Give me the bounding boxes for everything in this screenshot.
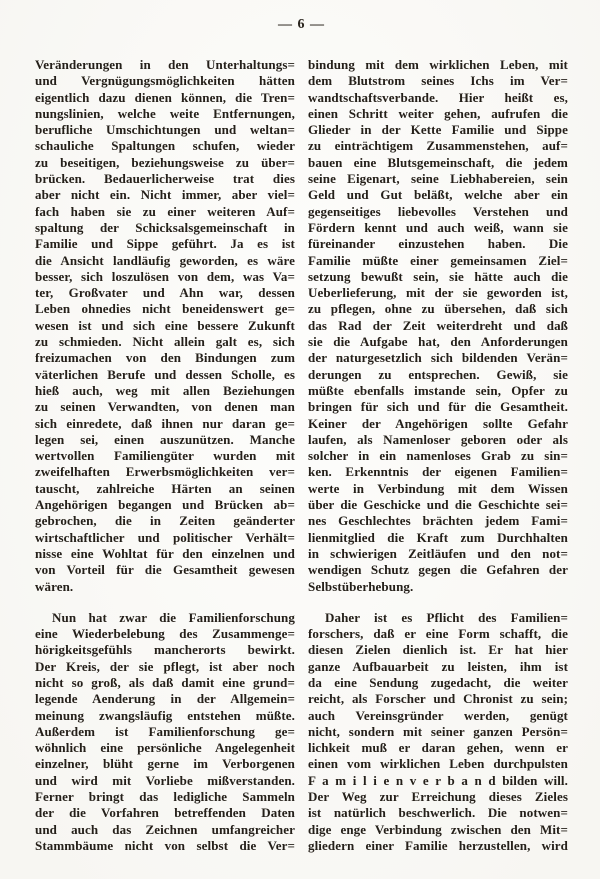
text-line: wären. xyxy=(35,578,74,594)
text-line: werte in Verbindung mit dem Wissen xyxy=(308,480,568,496)
text-line: der naturgesetzlich sich bildenden Verän= xyxy=(308,350,568,366)
text-line: gliedern einer Familie herzustellen, wird xyxy=(308,837,568,853)
page-number: — 6 — xyxy=(278,17,325,32)
paragraph xyxy=(35,610,295,854)
text-line: wertvollen Familiengüter wurden mit xyxy=(35,448,295,464)
text-line: schauliche Spaltungen schufen, wieder xyxy=(35,138,295,154)
text-line: solcher in ein namenloses Grab zu sin= xyxy=(308,448,568,464)
text-line: diesen Zielen dienlich ist. Er hat hier xyxy=(308,642,568,658)
text-line: wendigen Schutz gegen die Gefahren der xyxy=(308,562,568,578)
text-line: über die Geschicke und die Geschichte sei= xyxy=(308,497,568,513)
text-line: hörigkeitsgefühls mancherorts bewirkt. xyxy=(35,642,295,658)
text-line: von Vorteil für die Gesamtheit gewesen xyxy=(35,562,295,578)
text-line: Veränderungen in den Unterhaltungs= xyxy=(35,57,295,72)
text-line: dem Blutstrom seines Ichs im Ver= xyxy=(308,73,568,89)
paragraph xyxy=(35,57,295,595)
text-line: ist natürlich beschwerlich. Die notwen= xyxy=(308,805,568,821)
text-line: legende Aenderung in der Allgemein= xyxy=(35,691,295,707)
text-line: Ueberlieferung, mit der sie geworden ist, xyxy=(308,285,568,301)
text-line: einzelner, blüht gerne im Verborgenen xyxy=(35,756,295,772)
text-line: Geld und Gut beläßt, welche aber ein xyxy=(308,187,568,203)
text-line: seine Eigenart, seine Liebhabereien, sein xyxy=(308,171,568,187)
text-line: zu seinen Verwandten, von denen man xyxy=(35,399,295,415)
text-line: da eine Sendung zugedacht, die weiter xyxy=(308,674,568,690)
text-line: gegenseitiges liebevolles Verstehen und xyxy=(308,203,568,219)
text-line: der die Vorfahren betreffenden Daten xyxy=(35,805,295,821)
text-line: gebrochen, die in Zeiten geänderter xyxy=(35,513,295,529)
text-line: aber nicht ein. Nicht immer, aber viel= xyxy=(35,187,295,203)
text-line: zu einträchtigem Zusammenstehen, auf= xyxy=(308,138,568,154)
text-line: wesen ist und sich eine bessere Zukunft xyxy=(35,317,295,333)
text-line: Daher ist es Pflicht des Familien= xyxy=(325,609,568,625)
text-line: väterlichen Berufe und dessen Scholle, es xyxy=(35,366,295,382)
text-line: und auch das Zeichnen umfangreicher xyxy=(35,821,295,837)
text-line: setzung bewußt sein, sie hätte auch die xyxy=(308,268,568,284)
text-line: wandtschaftsverbande. Hier heißt es, xyxy=(308,89,568,105)
text-line: zu pflegen, ohne zu übersehen, daß sich xyxy=(308,301,568,317)
text-line: legen sei, einen auszunützen. Manche xyxy=(35,431,295,447)
text-line: füreinander einzustehen haben. Die xyxy=(308,236,568,252)
text-line: bauen eine Blutsgemeinschaft, die jedem xyxy=(308,154,568,170)
text-line: Glieder in der Kette Familie und Sippe xyxy=(308,122,568,138)
text-line: bringen für sich und für die Gesamtheit. xyxy=(308,399,568,415)
text-line: brücken. Bedauerlicherweise trat dies xyxy=(35,171,295,187)
text-line: Leben ohnedies nicht beneidenswert ge= xyxy=(35,301,295,317)
text-line: spaltung der Schicksalsgemeinschaft in xyxy=(35,219,295,235)
text-line: Ferner bringt das ledigliche Sammeln xyxy=(35,789,295,805)
text-line: Nun hat zwar die Familienforschung xyxy=(52,609,295,625)
text-line: hieß auch, weg mit allen Beziehungen xyxy=(35,382,295,398)
text-line: bindung mit dem wirklichen Leben, mit xyxy=(308,57,568,72)
text-line: eigentlich dazu dienen können, die Tren= xyxy=(35,89,295,105)
text-line: einen Schritt weiter gehen, aufrufen die xyxy=(308,105,568,121)
text-line: meinung zwangsläufig entstehen müßte. xyxy=(35,707,295,723)
text-line: Familie müßte einer gemeinsamen Ziel= xyxy=(308,252,568,268)
text-line: Stammbäume nicht von selbst die Ver= xyxy=(35,837,295,853)
text-line: nicht so groß, als daß damit eine grund= xyxy=(35,674,295,690)
text-line: Angehörigen begangen und Brücken ab= xyxy=(35,497,295,513)
text-line: wöhnlich eine persönliche Angelegenheit xyxy=(35,740,295,756)
text-line: forschers, daß er eine Form schafft, die xyxy=(308,626,568,642)
text-line: berufliche Umschichtungen und weltan= xyxy=(35,122,295,138)
text-line: Keiner der Angehörigen sollte Gefahr xyxy=(308,415,568,431)
text-column-right xyxy=(308,57,568,854)
text-line: müßte ebenfalls imstande sein, Opfer zu xyxy=(308,382,568,398)
text-line: die Ansicht landläufig geworden, es wäre xyxy=(35,252,295,268)
text-line: Fördern kennt und auch weiß, wann sie xyxy=(308,219,568,235)
text-columns xyxy=(35,57,568,854)
text-line: tauscht, zahlreiche Härten an seinen xyxy=(35,480,295,496)
text-line: fach haben sie zu einer weiteren Auf= xyxy=(35,203,295,219)
text-line: lienmitglied die Kraft zum Durchhalten xyxy=(308,529,568,545)
text-line: Der Kreis, der sie pflegt, ist aber noch xyxy=(35,658,295,674)
text-line: zweifelhaften Erwerbsmöglichkeiten ver= xyxy=(35,464,295,480)
text-line: nes Geschlechtes brächten jedem Fami= xyxy=(308,513,568,529)
text-column-left xyxy=(35,57,295,854)
text-line: auch Vereinsgründer werden, genügt xyxy=(308,707,568,723)
text-line: nungslinien, welche weite Entfernungen, xyxy=(35,105,295,121)
text-line: nisse eine Wohltat für den einzelnen und xyxy=(35,545,295,561)
text-line: reicht, als Forscher und Chronist zu sein; xyxy=(308,691,568,707)
text-line: ganze Aufbauarbeit zu leisten, ihm ist xyxy=(308,658,568,674)
paragraph xyxy=(308,57,568,595)
text-line: Familie und Sippe geführt. Ja es ist xyxy=(35,236,295,252)
text-line: sie die Aufgabe hat, den Anforderungen xyxy=(308,334,568,350)
text-line: F a m i l i e n v e r b a n d bilden will. xyxy=(308,772,568,788)
text-line: zu beseitigen, beziehungsweise zu über= xyxy=(35,154,295,170)
text-line: zu schmieden. Nicht allein galt es, sich xyxy=(35,334,295,350)
text-line: Außerdem ist Familienforschung ge= xyxy=(35,723,295,739)
text-line: Selbstüberhebung. xyxy=(308,578,414,594)
text-line: besser, sich loszulösen von dem, was Va= xyxy=(35,268,295,284)
text-line: ter, Großvater und Ahn war, dessen xyxy=(35,285,295,301)
text-line: das Rad der Zeit weiterdreht und daß xyxy=(308,317,568,333)
text-line: in schwierigen Zeitläufen und den not= xyxy=(308,545,568,561)
text-line: und Vergnügungsmöglichkeiten hätten xyxy=(35,73,295,89)
text-line: wirtschaftlicher und politischer Verhält= xyxy=(35,529,295,545)
text-line: freizumachen von den Bindungen zum xyxy=(35,350,295,366)
text-line: lichkeit muß er daran gehen, wenn er xyxy=(308,740,568,756)
text-line: derungen zu entsprechen. Gewiß, sie xyxy=(308,366,568,382)
text-line: nicht, sondern mit seiner ganzen Persön= xyxy=(308,723,568,739)
text-line: einen vom wirklichen Leben durchpulsten xyxy=(308,756,568,772)
paragraph xyxy=(308,610,568,854)
text-line: sich einredete, daß ihnen nur daran ge= xyxy=(35,415,295,431)
text-line: und wird mit Vorliebe mißverstanden. xyxy=(35,772,295,788)
text-line: dige enge Verbindung zwischen den Mit= xyxy=(308,821,568,837)
text-line: laufen, als Namenloser geboren oder als xyxy=(308,431,568,447)
text-line: ken. Erkenntnis der eigenen Familien= xyxy=(308,464,568,480)
text-line: Der Weg zur Erreichung dieses Zieles xyxy=(308,789,568,805)
text-line: eine Wiederbelebung des Zusammenge= xyxy=(35,626,295,642)
